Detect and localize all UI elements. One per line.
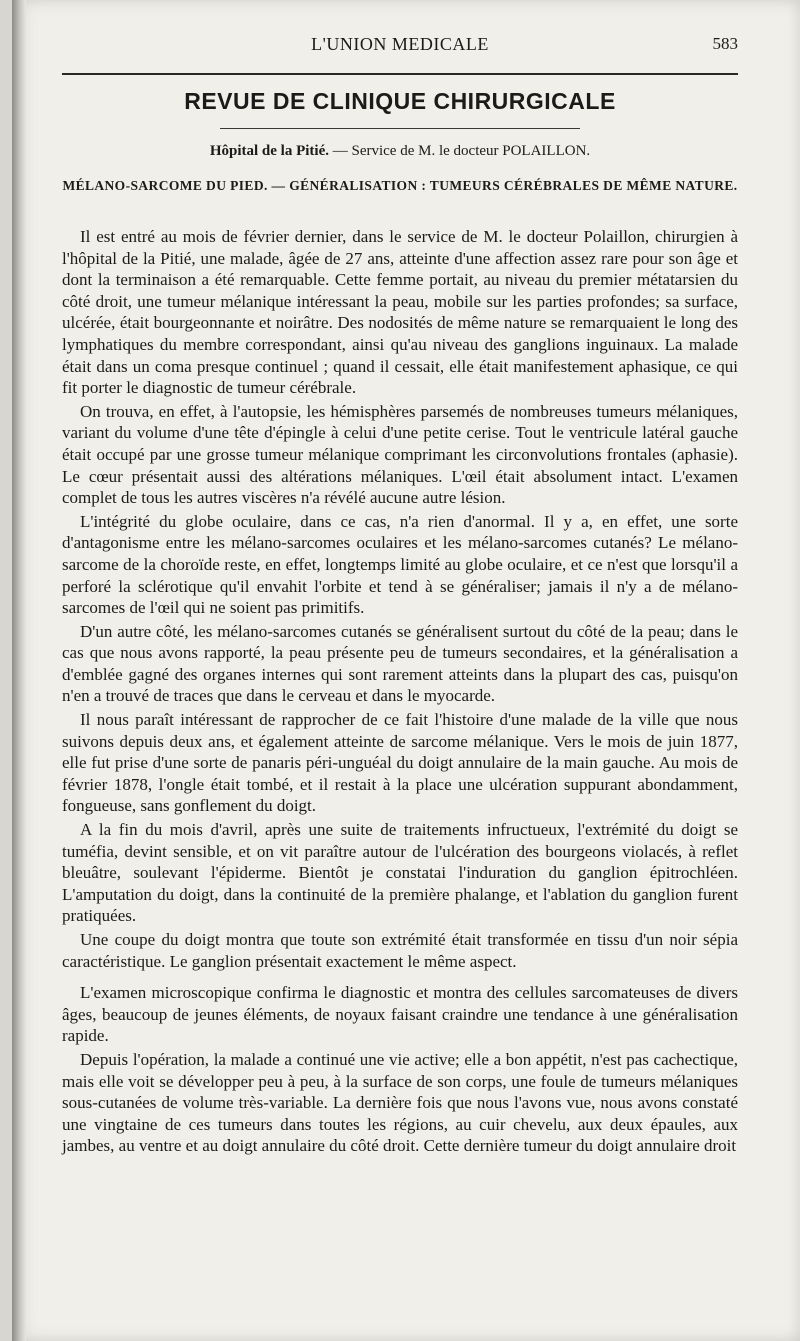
paragraph: D'un autre côté, les mélano-sarcomes cutanés se généralisent surtout du côté de la peau; dans le cas que nous avons rapporté, la peau présente peu de tumeurs secondaires, et la généralisation a d'emblée gagné des organes internes qui sont rarement atteints dans la plupart des cas, puisqu'on n'en a trouvé de traces que dans le cerveau et dans le myocarde.	[62, 621, 738, 706]
article-body	[62, 226, 738, 1159]
paragraph: Il nous paraît intéressant de rapprocher de ce fait l'histoire d'une malade de la ville que nous suivons depuis deux ans, et également atteinte de sarcome mélanique. Vers le mois de juin 1877, elle fut prise d'une sorte de panaris péri-unguéal du doigt annulaire de la main gauche. Au mois de février 1878, l'ongle était tombé, et il restait à la place une ulcération suppurant abondamment, fongueuse, sans gonflement du doigt.	[62, 710, 738, 816]
section-title: REVUE DE CLINIQUE CHIRURGICALE	[184, 88, 616, 114]
service-name: — Service de M. le docteur POLAILLON.	[328, 143, 591, 159]
book-gutter-shadow	[12, 0, 26, 1341]
paragraph: L'examen microscopique confirma le diagnostic et montra des cellules sarcomateuses de divers âges, beaucoup de jeunes éléments, de noyaux faisant craindre une tendance à une généralisation rapide.	[62, 983, 738, 1046]
paragraph: On trouva, en effet, à l'autopsie, les hémisphères parsemés de nombreuses tumeurs mélaniques, variant du volume d'une tête d'épingle à celui d'une petite cerise. Tout le ventricule latéral gauche était occupé par une grosse tumeur mélanique comprimant les circonvolutions frontales (aphasie). Le cœur présentait aussi des altérations mélaniques. L'œil était absolument intact. L'examen complet de tous les autres viscères n'a révélé aucune autre lésion.	[62, 401, 738, 508]
hospital-name: Hôpital de la Pitié.	[209, 143, 329, 159]
header-rule	[62, 73, 738, 75]
hospital-service-line	[62, 143, 738, 160]
paragraph: Il est entré au mois de février dernier, dans le service de M. le docteur Polaillon, chirurgien à l'hôpital de la Pitié, une malade, âgée de 27 ans, atteinte d'une affection assez rare pour son âge et dont la terminaison a été remarquable. Cette femme portait, au niveau du premier métatarsien du côté droit, une tumeur mélanique intéressant la peau, mobile sur les parties profondes; sa surface, ulcérée, était bourgeonnante et noirâtre. Des nodosités de même nature se remarquaient le long des lymphatiques du membre correspondant, ainsi qu'au niveau des ganglions inguinaux. La malade était dans un coma presque continuel ; quand il cessait, elle était manifestement aphasique, ce qui fit porter le diagnostic de tumeur cérébrale.	[62, 227, 738, 398]
running-header	[62, 34, 738, 60]
page-number: 583	[712, 34, 738, 53]
paragraph: A la fin du mois d'avril, après une suite de traitements infructueux, l'extrémité du doigt se tuméfia, devint sensible, et on vit paraître autour de l'ulcération des bourgeons violacés, à reflet bleuâtre, soulevant l'épiderme. Bientôt je constatai l'induration du ganglion épitrochléen. L'amputation du doigt, dans la continuité de la première phalange, et l'ablation du ganglion furent pratiquées.	[62, 820, 738, 926]
paragraph: Une coupe du doigt montra que toute son extrémité était transformée en tissu d'un noir sépia caractéristique. Le ganglion présentait exactement le même aspect.	[62, 930, 738, 971]
title-rule	[220, 128, 580, 129]
paragraph: L'intégrité du globe oculaire, dans ce cas, n'a rien d'anormal. Il y a, en effet, une sorte d'antagonisme entre les mélano-sarcomes oculaires et les mélano-sarcomes cutanés? Le mélano-sarcome de la choroïde reste, en effet, longtemps limité au globe oculaire, et ce n'est que lorsqu'il a perforé la sclérotique qu'il envahit l'orbite et tend à se généraliser; jamais il n'y a de mélano-sarcomes de l'œil qui ne soient pas primitifs.	[62, 511, 738, 618]
paragraph: Depuis l'opération, la malade a continué une vie active; elle a bon appétit, n'est pas cachectique, mais elle voit se développer peu à peu, à la surface de son corps, une foule de tumeurs mélaniques sous-cutanées de volume très-variable. La dernière fois que nous l'avons vue, nous avons constaté une vingtaine de ces tumeurs dans toutes les régions, au cuir chevelu, aux deux épaules, aux jambes, au ventre et au doigt annulaire du côté droit. Cette dernière tumeur du doigt annulaire droit	[62, 1049, 738, 1156]
case-title: MÉLANO-SARCOME DU PIED. — GÉNÉRALISATION : TUMEURS CÉRÉBRALES DE MÊME NATURE.	[62, 178, 738, 193]
journal-title: L'UNION MEDICALE	[311, 34, 489, 54]
